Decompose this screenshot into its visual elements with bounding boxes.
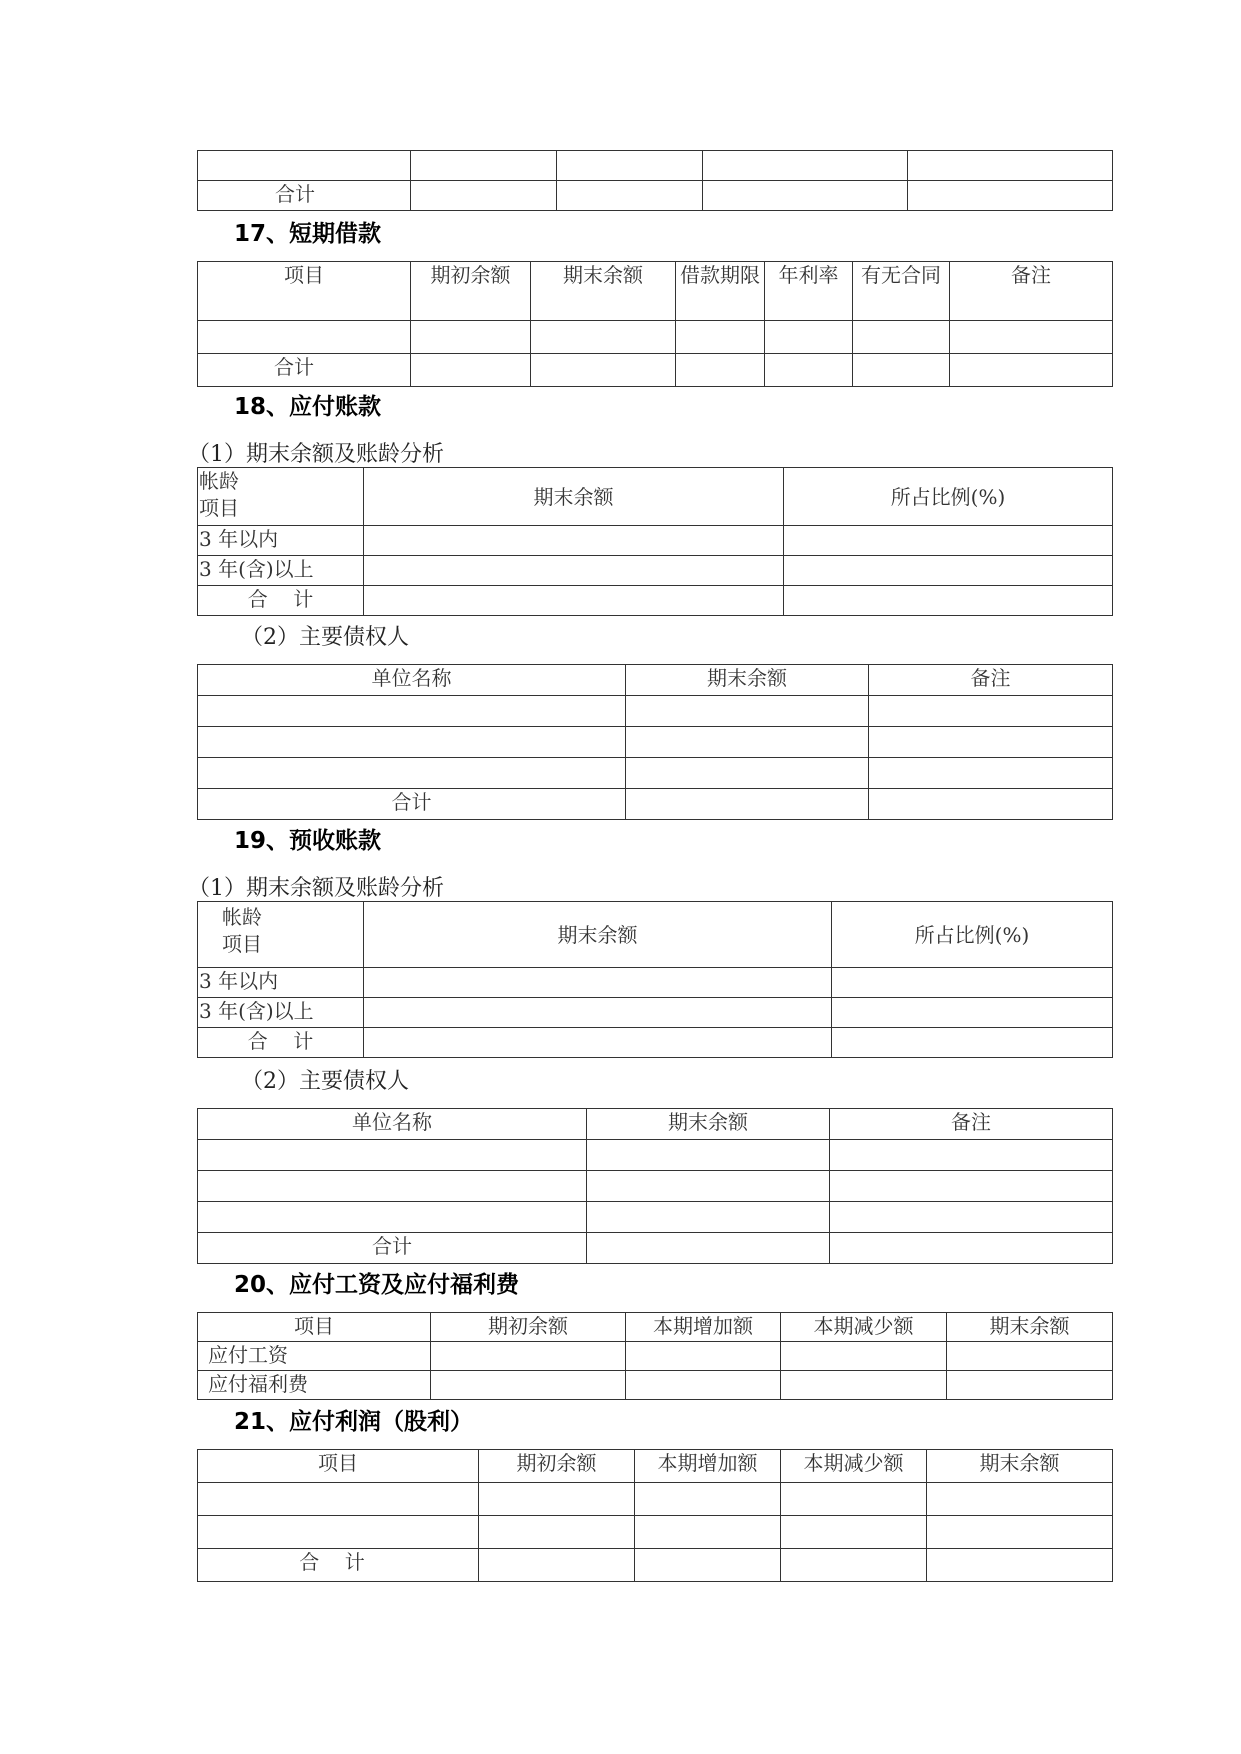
table-wages-welfare	[197, 1312, 1112, 1400]
section-19-title: 19、预收账款	[234, 828, 382, 854]
header-closing-balance: 期末余额	[587, 1109, 830, 1140]
total-label: 合 计	[198, 586, 364, 616]
table-row	[198, 1371, 1113, 1400]
header-annual-rate: 年利率	[765, 262, 853, 321]
header-closing-balance: 期末余额	[626, 665, 869, 696]
total-label: 合计	[275, 182, 315, 206]
table-row	[198, 968, 1113, 998]
header-percentage: 所占比例(%)	[784, 468, 1113, 526]
table-row	[198, 998, 1113, 1028]
header-remark: 备注	[950, 262, 1113, 321]
table-payables-creditors	[197, 664, 1112, 820]
section-18-title: 18、应付账款	[234, 394, 382, 420]
row-label: 3 年(含)以上	[198, 998, 364, 1028]
header-closing-balance: 期末余额	[947, 1313, 1113, 1342]
table-row	[198, 727, 1113, 758]
table-row	[198, 354, 1113, 387]
header-period-increase: 本期增加额	[626, 1313, 781, 1342]
header-remark: 备注	[869, 665, 1113, 696]
header-unit-name: 单位名称	[198, 1109, 587, 1140]
table-row	[198, 1483, 1113, 1516]
header-item: 项目	[199, 496, 239, 520]
total-label: 合计	[198, 789, 626, 820]
header-closing-balance: 期末余额	[531, 262, 676, 321]
table-payables-aging	[197, 467, 1112, 616]
table-header-row	[198, 665, 1113, 696]
table-row	[198, 696, 1113, 727]
table-advances-creditors	[197, 1108, 1112, 1264]
table-row	[198, 1516, 1113, 1549]
header-closing-balance: 期末余额	[364, 902, 832, 968]
table-row	[198, 151, 1113, 181]
section-18-sub2: （2）主要债权人	[241, 625, 409, 650]
row-welfare: 应付福利费	[198, 1371, 431, 1400]
header-opening-balance: 期初余额	[411, 262, 531, 321]
table-row	[198, 1028, 1113, 1058]
table-header-row	[198, 262, 1113, 321]
table-header-row	[198, 1109, 1113, 1140]
header-item: 项目	[198, 1313, 431, 1342]
table-top-continuation	[197, 150, 1112, 211]
section-20-title: 20、应付工资及应付福利费	[234, 1272, 520, 1298]
header-period-decrease: 本期减少额	[781, 1450, 927, 1483]
header-period-increase: 本期增加额	[635, 1450, 781, 1483]
header-closing-balance: 期末余额	[364, 468, 784, 526]
table-header-row	[198, 1313, 1113, 1342]
table-row	[198, 1171, 1113, 1202]
header-contract: 有无合同	[853, 262, 950, 321]
table-row	[198, 789, 1113, 820]
header-closing-balance: 期末余额	[927, 1450, 1113, 1483]
table-row	[198, 1233, 1113, 1264]
table-header-row	[198, 468, 1113, 526]
table-header-row	[198, 1450, 1113, 1483]
section-17-title: 17、短期借款	[234, 221, 382, 247]
header-opening-balance: 期初余额	[479, 1450, 635, 1483]
total-label: 合计	[198, 1233, 587, 1264]
table-row	[198, 758, 1113, 789]
table-header-row	[198, 902, 1113, 968]
row-label: 3 年(含)以上	[198, 556, 364, 586]
section-18-sub1: （1）期末余额及账龄分析	[188, 442, 444, 467]
header-aging: 帐龄	[222, 905, 262, 929]
table-row	[198, 1140, 1113, 1171]
table-advances-aging	[197, 901, 1112, 1058]
header-item: 项目	[222, 932, 262, 956]
section-19-sub1: （1）期末余额及账龄分析	[188, 876, 444, 901]
section-19-sub2: （2）主要债权人	[241, 1069, 409, 1094]
table-profit-payable	[197, 1449, 1112, 1582]
table-row	[198, 181, 1113, 211]
table-row	[198, 321, 1113, 354]
header-opening-balance: 期初余额	[431, 1313, 626, 1342]
total-label: 合 计	[198, 1028, 364, 1058]
header-aging: 帐龄	[199, 469, 239, 493]
row-label: 3 年以内	[198, 968, 364, 998]
table-row	[198, 556, 1113, 586]
table-row	[198, 1202, 1113, 1233]
header-period-decrease: 本期减少额	[781, 1313, 947, 1342]
header-item: 项目	[198, 1450, 479, 1483]
header-item: 项目	[198, 262, 411, 321]
table-short-term-loans	[197, 261, 1112, 387]
row-wages: 应付工资	[198, 1342, 431, 1371]
row-label: 3 年以内	[198, 526, 364, 556]
header-percentage: 所占比例(%)	[832, 902, 1113, 968]
table-row	[198, 1549, 1113, 1582]
table-row	[198, 586, 1113, 616]
header-remark: 备注	[830, 1109, 1113, 1140]
table-row	[198, 1342, 1113, 1371]
header-loan-term: 借款期限	[676, 262, 765, 321]
header-unit-name: 单位名称	[198, 665, 626, 696]
section-21-title: 21、应付利润（股利）	[234, 1409, 474, 1435]
total-label: 合计	[274, 355, 314, 379]
table-row	[198, 526, 1113, 556]
total-label: 合 计	[299, 1550, 365, 1574]
